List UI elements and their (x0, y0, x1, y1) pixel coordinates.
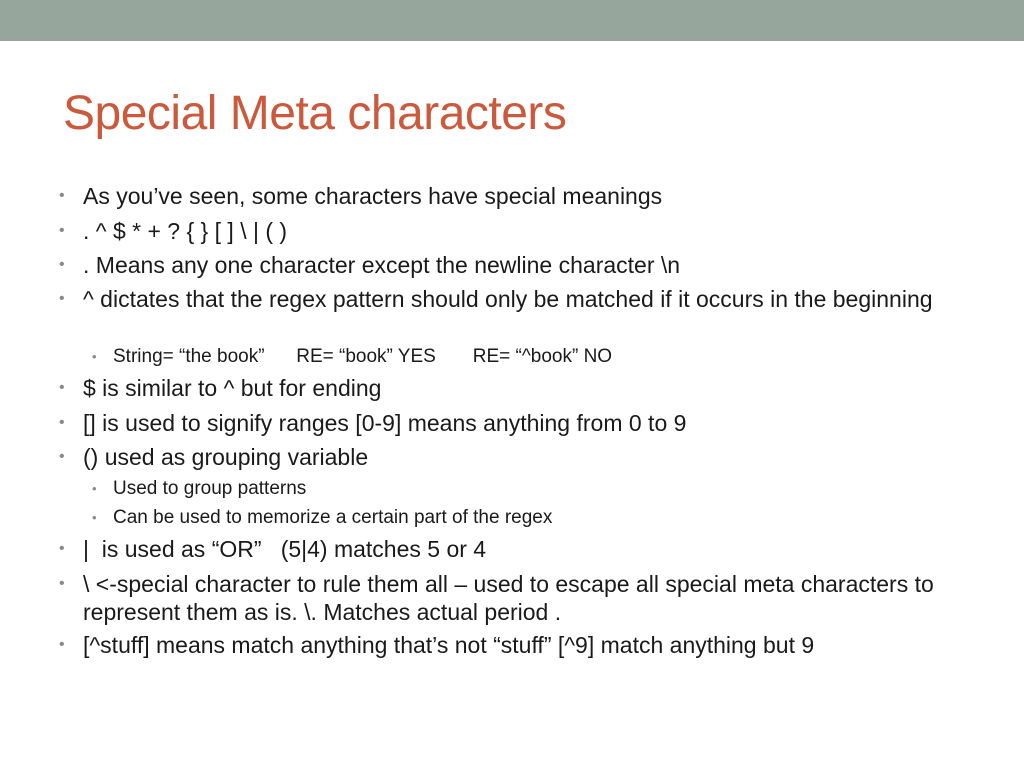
bullet-text: \ <-special character to rule them all – used to escape all special meta characters to represent them as is. \. Matches actual period . (83, 571, 934, 625)
bullet-item (59, 409, 687, 437)
sub-bullet-text: Used to group patterns (113, 478, 307, 499)
sub-bullet-text: String= “the book” RE= “book” YES RE= “^book” NO (113, 346, 613, 367)
bullet-dot-icon: • (59, 448, 65, 465)
bullet-dot-icon: • (92, 481, 97, 496)
bullet-text: . ^ $ * + ? { } [ ] \ | ( ) (83, 218, 288, 244)
bullet-text: As you’ve seen, some characters have special meanings (83, 183, 663, 209)
slide-title: Special Meta characters (63, 87, 567, 140)
sub-bullet-item (92, 506, 553, 530)
bullet-dot-icon: • (92, 510, 97, 525)
bullet-dot-icon: • (59, 187, 65, 204)
bullet-item (59, 251, 681, 279)
bullet-text: ^ dictates that the regex pattern should only be matched if it occurs in the beginning (83, 286, 933, 312)
bullet-text: [^stuff] means match anything that’s not “stuff” [^9] match anything but 9 (83, 632, 815, 658)
bullet-item (59, 374, 382, 402)
bullet-dot-icon: • (59, 222, 65, 239)
sub-bullet-item (92, 477, 307, 501)
bullet-item (59, 182, 663, 210)
bullet-item (59, 570, 963, 626)
bullet-item (59, 443, 369, 471)
bullet-dot-icon: • (59, 540, 65, 557)
bullet-dot-icon: • (59, 256, 65, 273)
bullet-dot-icon: • (59, 575, 65, 592)
bullet-item (59, 535, 487, 563)
bullet-text: [] is used to signify ranges [0-9] means anything from 0 to 9 (83, 410, 687, 436)
bullet-item (59, 285, 963, 313)
bullet-text: () used as grouping variable (83, 444, 369, 470)
bullet-dot-icon: • (59, 636, 65, 653)
bullet-text: | is used as “OR” (5|4) matches 5 or 4 (83, 536, 487, 562)
bullet-item (59, 217, 288, 245)
bullet-dot-icon: • (59, 414, 65, 431)
bullet-text: $ is similar to ^ but for ending (83, 375, 382, 401)
sub-bullet-item (92, 345, 613, 369)
bullet-dot-icon: • (92, 349, 97, 364)
bullet-item (59, 631, 943, 659)
sub-bullet-text: Can be used to memorize a certain part of the regex (113, 507, 553, 528)
bullet-dot-icon: • (59, 290, 65, 307)
bullet-text: . Means any one character except the newline character \n (83, 252, 681, 278)
bullet-dot-icon: • (59, 379, 65, 396)
